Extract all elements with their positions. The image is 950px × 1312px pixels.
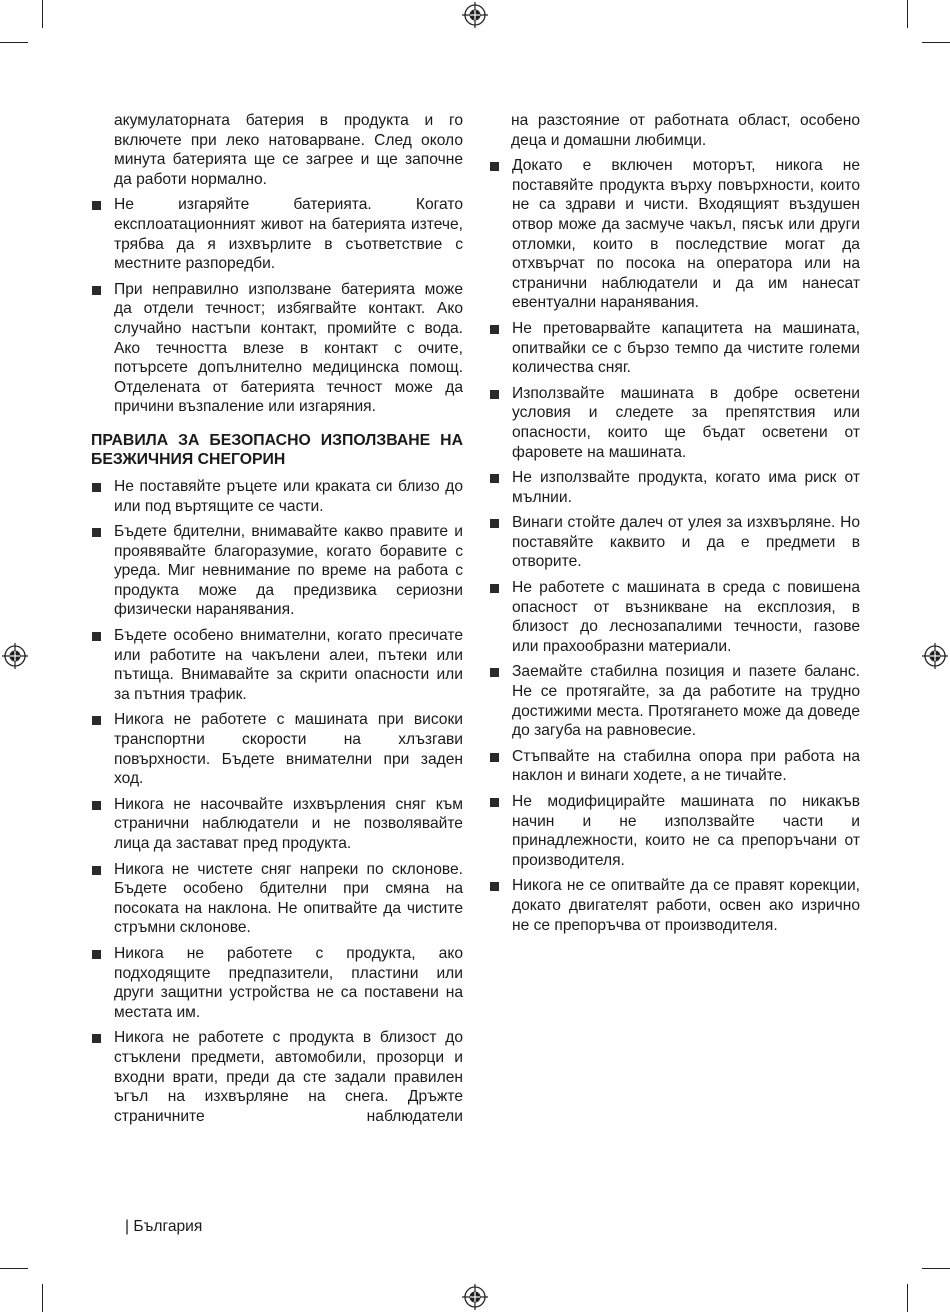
square-bullet-icon: [490, 584, 499, 593]
square-bullet-icon: [92, 866, 101, 875]
list-item: [91, 860, 463, 938]
list-item-text: При неправилно използване батерията може да отдели течност; избягвайте контакт. Ако случайно настъпи контакт, промийте с вода. Ако течността влезе в контакт с очите, потърсете допълнително медицинска помощ. Отделената от батерията течност може да причини възпаление или изгаряния.: [114, 280, 463, 416]
list-item: [91, 280, 463, 417]
list-item: [489, 876, 860, 935]
registration-mark-icon: [2, 643, 28, 669]
list-item-text: Никога не работете с машината при високи транспортни скорости на хлъзгави повърхности. Бъдете внимателни при заден ход.: [114, 711, 463, 788]
square-bullet-icon: [92, 286, 101, 295]
square-bullet-icon: [92, 716, 101, 725]
list-item: [91, 710, 463, 788]
square-bullet-icon: [92, 528, 101, 537]
list-item: [489, 792, 860, 870]
left-column: [91, 111, 463, 1132]
crop-mark-top-right-v: [907, 0, 908, 28]
square-bullet-icon: [92, 201, 101, 210]
page-footer: [125, 1217, 202, 1237]
square-bullet-icon: [490, 753, 499, 762]
crop-mark-top-left-h: [0, 42, 28, 43]
registration-mark-icon: [462, 1284, 488, 1310]
square-bullet-icon: [490, 162, 499, 171]
list-item-text: Използвайте машината в добре осветени условия и следете за препятствия или опасности, които ще бъдат осветени от фаровете на машината.: [512, 384, 860, 461]
square-bullet-icon: [490, 390, 499, 399]
square-bullet-icon: [490, 798, 499, 807]
list-item: [489, 578, 860, 656]
crop-mark-bottom-right-h: [922, 1268, 950, 1269]
square-bullet-icon: [92, 950, 101, 959]
crop-mark-bottom-right-v: [907, 1284, 908, 1312]
list-item-text: Не модифицирайте машината по никакъв начин и не използвайте части и принадлежности, които не са препоръчани от производителя.: [512, 793, 860, 869]
list-item: [91, 944, 463, 1022]
registration-mark-icon: [462, 2, 488, 28]
list-item-text: Никога не чистете сняг напреки по склонове. Бъдете особено бдителни при смяна на посоката на наклона. Не опитвайте да чистите стръмни склонове.: [114, 860, 463, 937]
list-item: [91, 522, 463, 620]
crop-mark-top-left-v: [42, 0, 43, 28]
crop-mark-top-right-h: [922, 42, 950, 43]
list-item: [489, 156, 860, 313]
list-item-text: Никога не работете с продукта в близост до стъклени предмети, автомобили, прозорци и входни врати, преди да сте задали правилен ъгъл на изхвърляне на снега. Дръжте страничните наблюдатели: [114, 1029, 463, 1125]
list-item-text: Не използвайте продукта, когато има риск от мълнии.: [512, 469, 860, 506]
square-bullet-icon: [92, 801, 101, 810]
list-item: [489, 747, 860, 786]
list-item-text: Заемайте стабилна позиция и пазете баланс. Не се протягайте, за да работите на трудно достижими места. Протягането може да доведе до загуба на равновесие.: [512, 663, 860, 740]
square-bullet-icon: [490, 325, 499, 334]
list-item: [91, 795, 463, 854]
list-item: [489, 319, 860, 378]
square-bullet-icon: [490, 474, 499, 483]
list-item: [91, 195, 463, 273]
crop-mark-bottom-left-v: [42, 1284, 43, 1312]
list-item-text: Никога не се опитвайте да се правят корекции, докато двигателят работи, освен ако изрично не се препоръчва от производителя.: [512, 877, 860, 934]
square-bullet-icon: [92, 1034, 101, 1043]
section-heading: ПРАВИЛА ЗА БЕЗОПАСНО ИЗПОЛЗВАНЕ НА БЕЗЖИЧНИЯ СНЕГОРИН: [91, 431, 463, 468]
square-bullet-icon: [490, 519, 499, 528]
list-item-text: Не претоварвайте капацитета на машината, опитвайки се с бързо темпо да чистите големи количества сняг.: [512, 319, 860, 377]
list-item-text: Не изгаряйте батерията. Когато експлоатационният живот на батерията изтече, трябва да я изхвърлите в съответствие с местните разпоредби.: [114, 196, 463, 273]
list-item: [91, 477, 463, 516]
list-item-text: Стъпвайте на стабилна опора при работа на наклон и винаги ходете, а не тичайте.: [512, 747, 860, 785]
list-item: [91, 1028, 463, 1126]
list-item-text: Бъдете бдителни, внимавайте какво правите и проявявайте благоразумие, когато боравите с уреда. Миг невнимание по време на работа с продукта може да предизвика сериозни физически наранявания.: [114, 523, 463, 619]
registration-mark-icon: [922, 643, 948, 669]
square-bullet-icon: [92, 632, 101, 641]
list-item: [489, 384, 860, 462]
list-item-text: Не работете с машината в среда с повишена опасност от възникване на експлозия, в близост до леснозапалими течности, газове или прахообразни материали.: [512, 579, 860, 655]
list-item: [91, 626, 463, 704]
list-item: [489, 662, 860, 740]
list-item: [489, 513, 860, 572]
continuation-paragraph: на разстояние от работната област, особено деца и домашни любимци.: [511, 112, 860, 149]
intro-paragraph: акумулаторната батерия в продукта и го включете при леко натоварване. След около минута батерията ще се загрее и ще започне да работи нормално.: [114, 112, 463, 188]
list-item: [489, 468, 860, 507]
list-item-text: Докато е включен моторът, никога не поставяйте продукта върху повърхности, които не са здрави и чисти. Входящият въздушен отвор може да засмуче чакъл, пясък или други отломки, които в последствие могат да отхвърчат по посока на оператора или на странични наблюдатели и да им нанесат евентуални наранявания.: [512, 157, 860, 312]
list-item-text: Бъдете особено внимателни, когато пресичате или работите на чакълени алеи, пътеки или пътища. Внимавайте за скрити опасности или за пътния трафик.: [114, 627, 463, 703]
list-item-text: Винаги стойте далеч от улея за изхвърляне. Но поставяйте каквито и да е предмети в отворите.: [512, 514, 860, 571]
square-bullet-icon: [490, 668, 499, 677]
square-bullet-icon: [92, 483, 101, 492]
square-bullet-icon: [490, 882, 499, 891]
list-item-text: Никога не насочвайте изхвърления сняг към странични наблюдатели и не позволявайте лица да застават пред продукта.: [114, 795, 463, 852]
crop-mark-bottom-left-h: [0, 1268, 28, 1269]
list-item-text: Не поставяйте ръцете или краката си близо до или под въртящите се части.: [114, 477, 463, 515]
right-column: [489, 111, 860, 941]
footer-separator: |: [125, 1218, 130, 1235]
list-item-text: Никога не работете с продукта, ако подходящите предпазители, пластини или други защитни устройства не са поставени на местата им.: [114, 944, 463, 1021]
footer-language: България: [133, 1218, 203, 1235]
